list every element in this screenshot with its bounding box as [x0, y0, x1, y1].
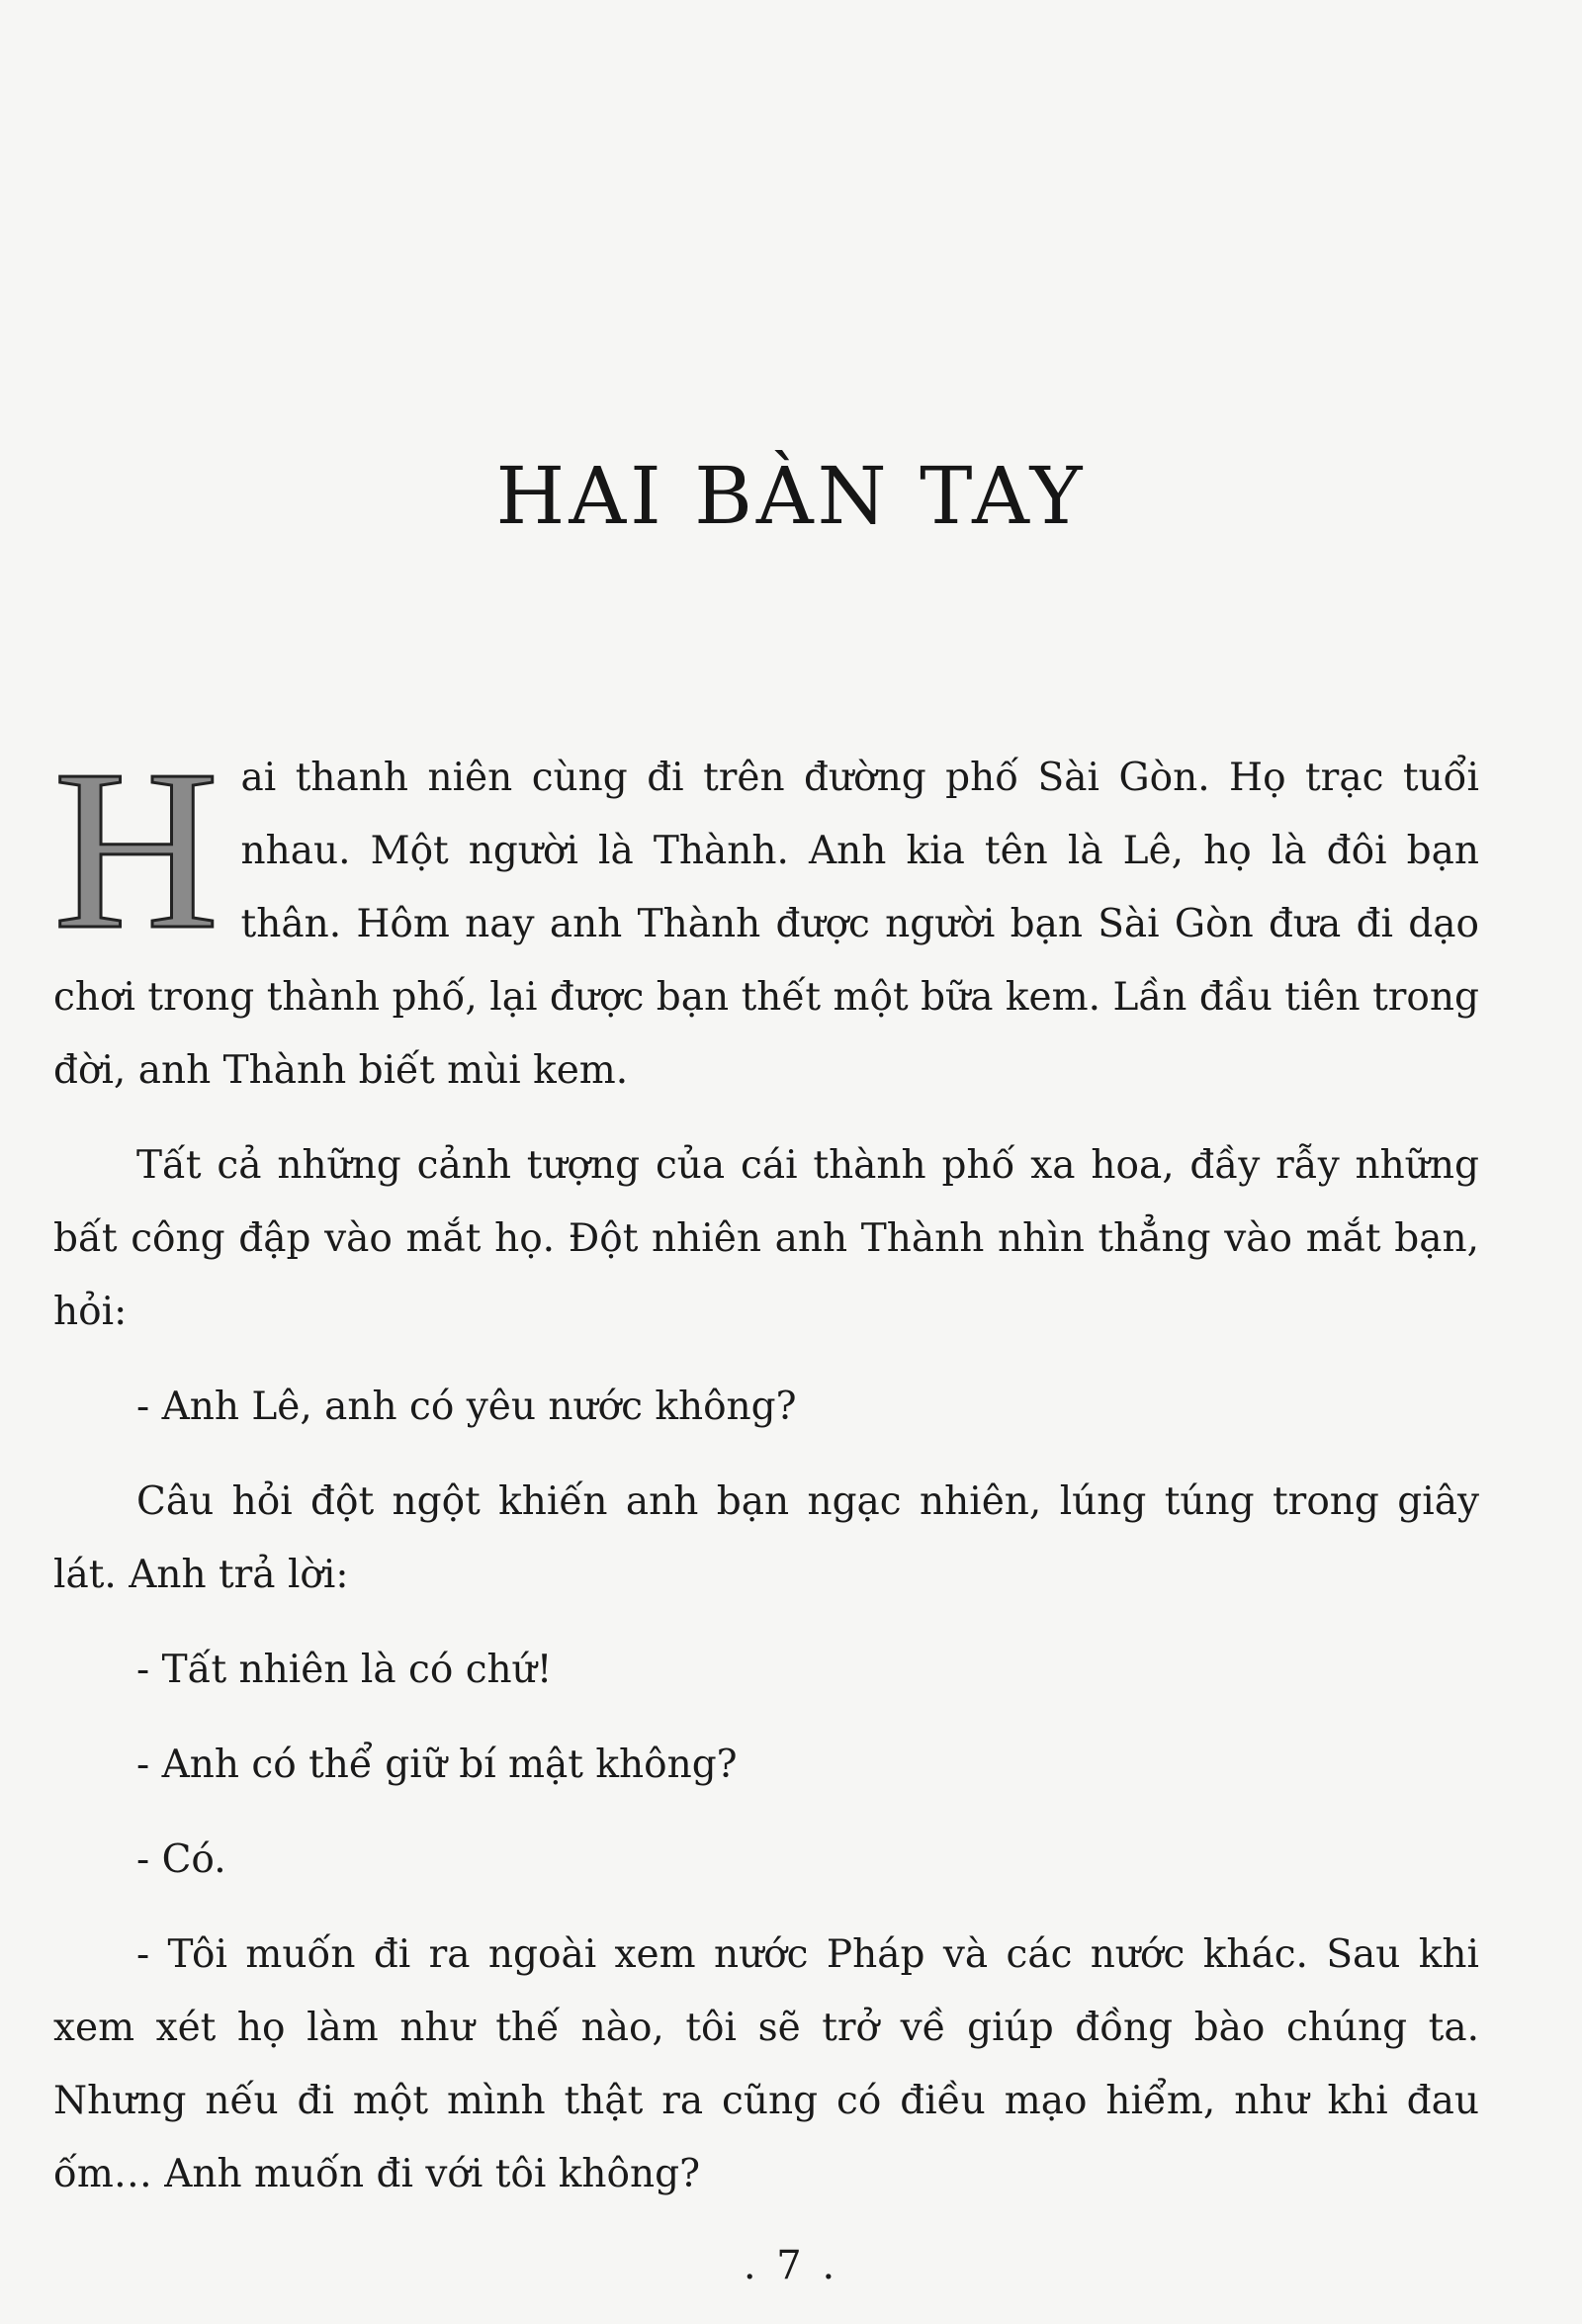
paragraph-3: Câu hỏi đột ngột khiến anh bạn ngạc nhiên, lúng túng trong giây lát. Anh trả lời:: [53, 1479, 1479, 1597]
chapter-title: HAI BÀN TAY: [495, 450, 1087, 542]
dialogue-line-3: - Anh có thể giữ bí mật không?: [136, 1743, 738, 1787]
dialogue-line-2: - Tất nhiên là có chứ!: [136, 1648, 553, 1692]
paragraph-2: Tất cả những cảnh tượng của cái thành phố xa hoa, đầy rẫy những bất công đập vào mắt họ. Đột nhiên anh Thành nhìn thẳng vào mắt bạn, hỏi:: [53, 1143, 1479, 1334]
drop-cap-letter: H: [53, 723, 220, 977]
dialogue-line-5: - Tôi muốn đi ra ngoài xem nước Pháp và các nước khác. Sau khi xem xét họ làm như thế nào, tôi sẽ trở về giúp đồng bào chúng ta. Nhưng nếu đi một mình thật ra cũng có điều mạo hiểm, như khi đau ốm… Anh muốn đi với tôi không?: [53, 1932, 1479, 2196]
paragraph-1-text: ai thanh niên cùng đi trên đường phố Sài Gòn. Họ trạc tuổi nhau. Một người là Thành. Anh kia tên là Lê, họ là đôi bạn thân. Hôm nay anh Thành được người bạn Sài Gòn đưa đi dạo chơi trong thành phố, lại được bạn thết một bữa kem. Lần đầu tiên trong đời, anh Thành biết mùi kem.: [53, 756, 1479, 1093]
dialogue-line-1: - Anh Lê, anh có yêu nước không?: [136, 1385, 797, 1429]
dialogue-line-4: - Có.: [136, 1837, 226, 1882]
chapter-body: [53, 723, 1479, 2233]
paragraph-1: [53, 723, 1479, 1108]
page-number: . 7 .: [743, 2243, 839, 2288]
